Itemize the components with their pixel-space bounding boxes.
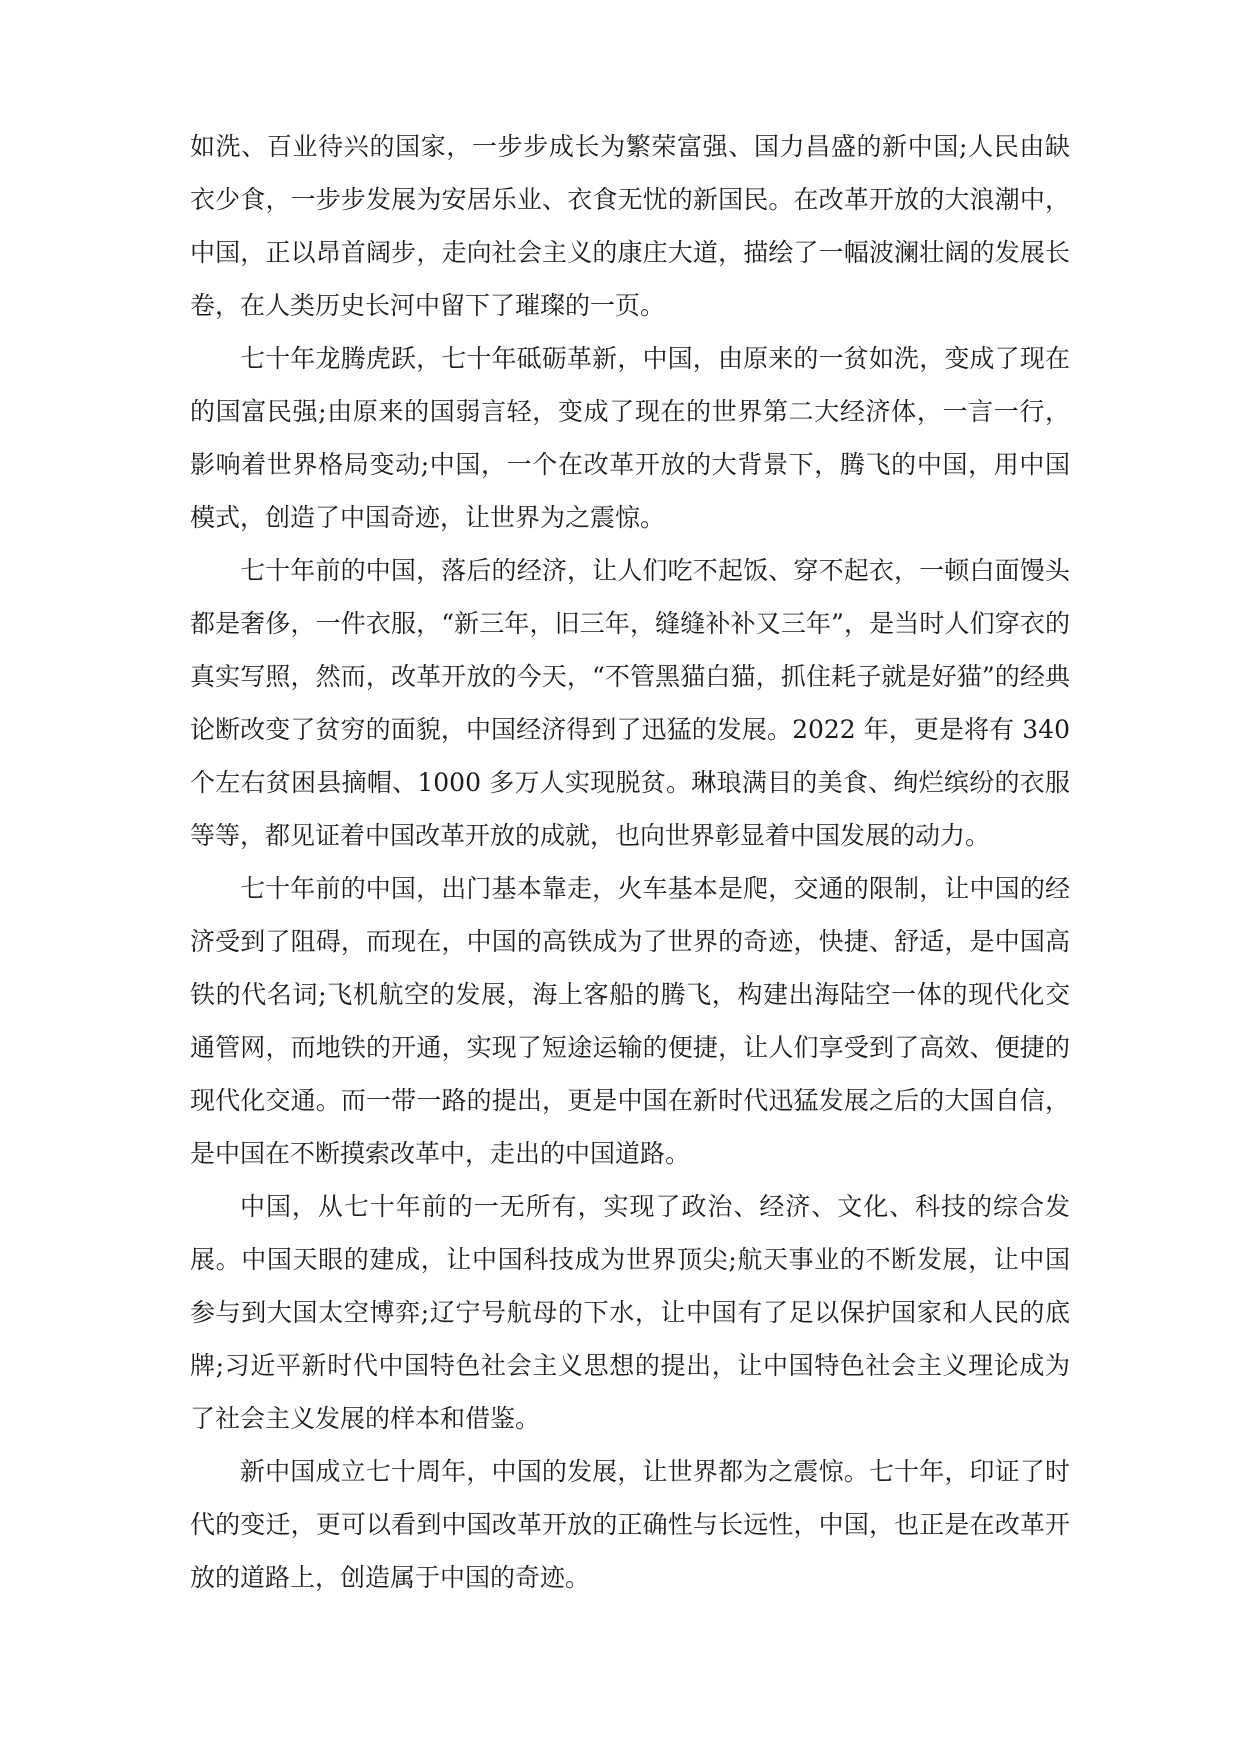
paragraph: 七十年前的中国，出门基本靠走，火车基本是爬，交通的限制，让中国的经济受到了阻碍，而现在，中国的高铁成为了世界的奇迹，快捷、舒适，是中国高铁的代名词;飞机航空的发展，海上客船的腾飞，构建出海陆空一体的现代化交通管网，而地铁的开通，实现了短途运输的便捷，让人们享受到了高效、便捷的现代化交通。而一带一路的提出，更是中国在新时代迅猛发展之后的大国自信，是中国在不断摸索改革中，走出的中国道路。 <box>190 874 1070 1168</box>
paragraph-continuation: 如洗、百业待兴的国家，一步步成长为繁荣富强、国力昌盛的新中国;人民由缺衣少食，一步步发展为安居乐业、衣食无忧的新国民。在改革开放的大浪潮中，中国，正以昂首阔步，走向社会主义的康庄大道，描绘了一幅波澜壮阔的发展长卷，在人类历史长河中留下了璀璨的一页。 <box>190 132 1070 320</box>
paragraph: 中国，从七十年前的一无所有，实现了政治、经济、文化、科技的综合发展。中国天眼的建成，让中国科技成为世界顶尖;航天事业的不断发展，让中国参与到大国太空博弈;辽宁号航母的下水，让中国有了足以保护国家和人民的底牌;习近平新时代中国特色社会主义思想的提出，让中国特色社会主义理论成为了社会主义发展的样本和借鉴。 <box>190 1192 1070 1433</box>
paragraph: 七十年前的中国，落后的经济，让人们吃不起饭、穿不起衣，一顿白面馒头都是奢侈，一件衣服，“新三年，旧三年，缝缝补补又三年”，是当时人们穿衣的真实写照，然而，改革开放的今天，“不管黑猫白猫，抓住耗子就是好猫”的经典论断改变了贫穷的面貌，中国经济得到了迅猛的发展。2022 年，更是将有 340 个左右贫困县摘帽、1000 多万人实现脱贫。琳琅满目的美食、绚烂缤纷的衣服等等，都见证着中国改革开放的成就，也向世界彰显着中国发展的动力。 <box>190 556 1070 850</box>
paragraph: 新中国成立七十周年，中国的发展，让世界都为之震惊。七十年，印证了时代的变迁，更可以看到中国改革开放的正确性与长远性，中国，也正是在改革开放的道路上，创造属于中国的奇迹。 <box>190 1457 1070 1592</box>
document-body <box>190 120 1070 1604</box>
paragraph: 七十年龙腾虎跃，七十年砥砺革新，中国，由原来的一贫如洗，变成了现在的国富民强;由原来的国弱言轻，变成了现在的世界第二大经济体，一言一行，影响着世界格局变动;中国，一个在改革开放的大背景下，腾飞的中国，用中国模式，创造了中国奇迹，让世界为之震惊。 <box>190 344 1070 532</box>
